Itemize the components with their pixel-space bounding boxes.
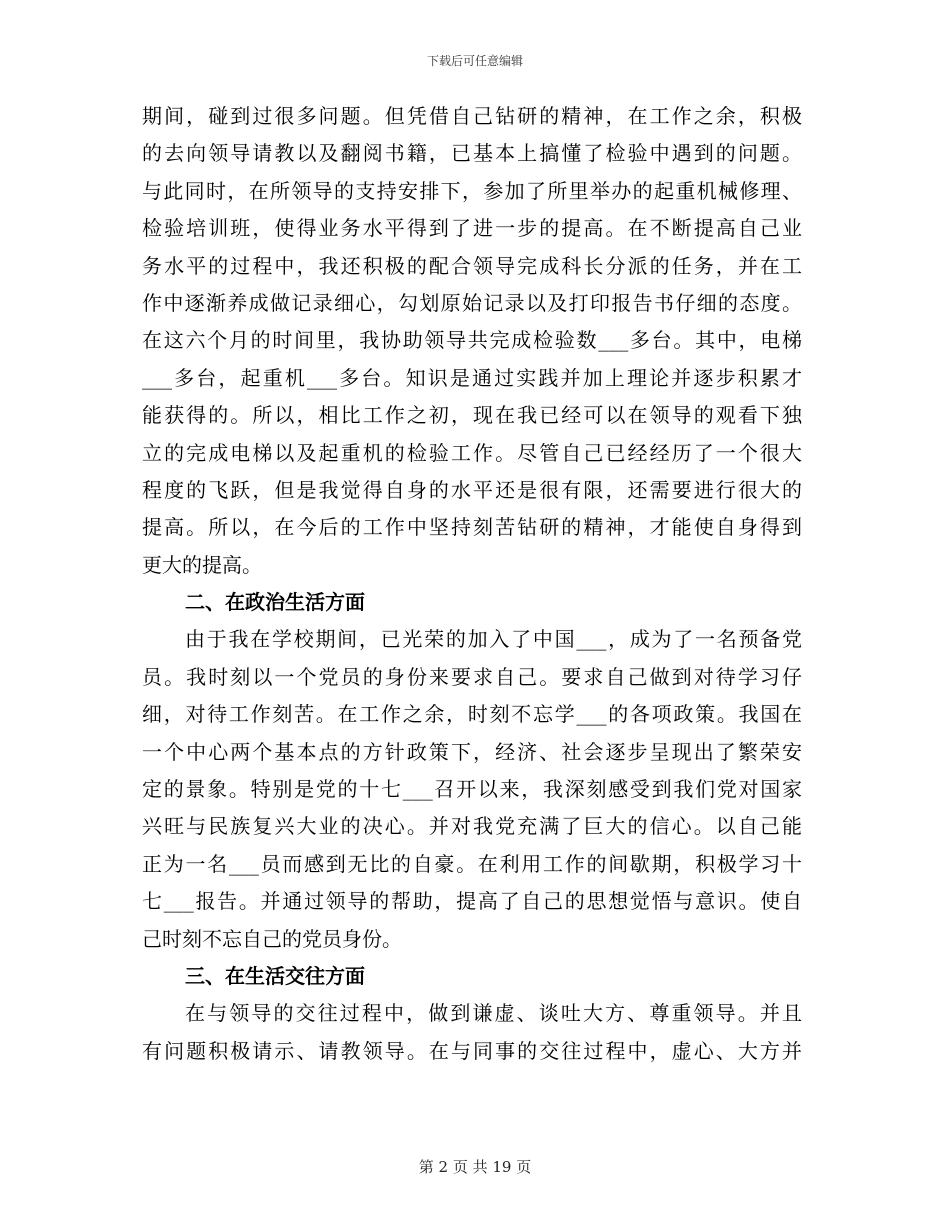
body-line: 能获得的。所以，相比工作之初，现在我已经可以在领导的观看下独 [142,403,802,428]
body-line: 由于我在学校期间，已光荣的加入了中国___，成为了一名预备党 [185,627,802,652]
body-line: 一个中心两个基本点的方针政策下，经济、社会逐步呈现出了繁荣安 [142,739,802,764]
body-line: 作中逐渐养成做记录细心，勾划原始记录以及打印报告书仔细的态度。 [142,290,802,315]
body-line: 与此同时，在所领导的支持安排下，参加了所里举办的起重机械修理、 [142,178,802,203]
body-line: 在这六个月的时间里，我协助领导共完成检验数___多台。其中，电梯 [142,328,802,353]
body-line: 己时刻不忘自己的党员身份。 [142,926,402,951]
document-body [142,98,802,1070]
body-line: 在与领导的交往过程中，做到谦虚、谈吐大方、尊重领导。并且 [185,1001,802,1026]
page-header: 下载后可任意编辑 [426,54,523,68]
body-line: 期间，碰到过很多问题。但凭借自己钻研的精神，在工作之余，积极 [142,104,802,128]
body-line: 兴旺与民族复兴大业的决心。并对我党充满了巨大的信心。以自己能 [142,814,802,839]
body-line: 检验培训班，使得业务水平得到了进一步的提高。在不断提高自己业 [142,216,802,241]
body-line: 有问题积极请示、请教领导。在与同事的交往过程中，虚心、大方并 [142,1038,802,1063]
body-line: ___多台，起重机___多台。知识是通过实践并加上理论并逐步积累才 [142,365,802,390]
body-line: 更大的提高。 [142,552,262,577]
body-line: 务水平的过程中，我还积极的配合领导完成科长分派的任务，并在工 [142,253,802,278]
body-line: 定的景象。特别是党的十七___召开以来，我深刻感受到我们党对国家 [142,777,802,802]
body-line: 细，对待工作刻苦。在工作之余，时刻不忘学___的各项政策。我国在 [142,702,802,727]
body-line: 员。我时刻以一个党员的身份来要求自己。要求自己做到对待学习仔 [142,664,802,689]
page-number-footer: 第 2 页 共 19 页 [418,1158,532,1176]
body-line: 提高。所以，在今后的工作中坚持刻苦钻研的精神，才能使自身得到 [142,515,802,540]
body-line: 的去向领导请教以及翻阅书籍，已基本上搞懂了检验中遇到的问题。 [142,141,802,166]
section-heading-political-life: 二、在政治生活方面 [185,590,365,615]
body-line: 程度的飞跃，但是我觉得自身的水平还是很有限，还需要进行很大的 [142,477,802,502]
body-line: 七___报告。并通过领导的帮助，提高了自己的思想觉悟与意识。使自 [142,889,802,914]
section-heading-social-life: 三、在生活交往方面 [185,963,365,988]
body-line: 立的完成电梯以及起重机的检验工作。尽管自己已经经历了一个很大 [142,440,802,465]
body-line: 正为一名___员而感到无比的自豪。在利用工作的间歇期，积极学习十 [142,851,802,876]
